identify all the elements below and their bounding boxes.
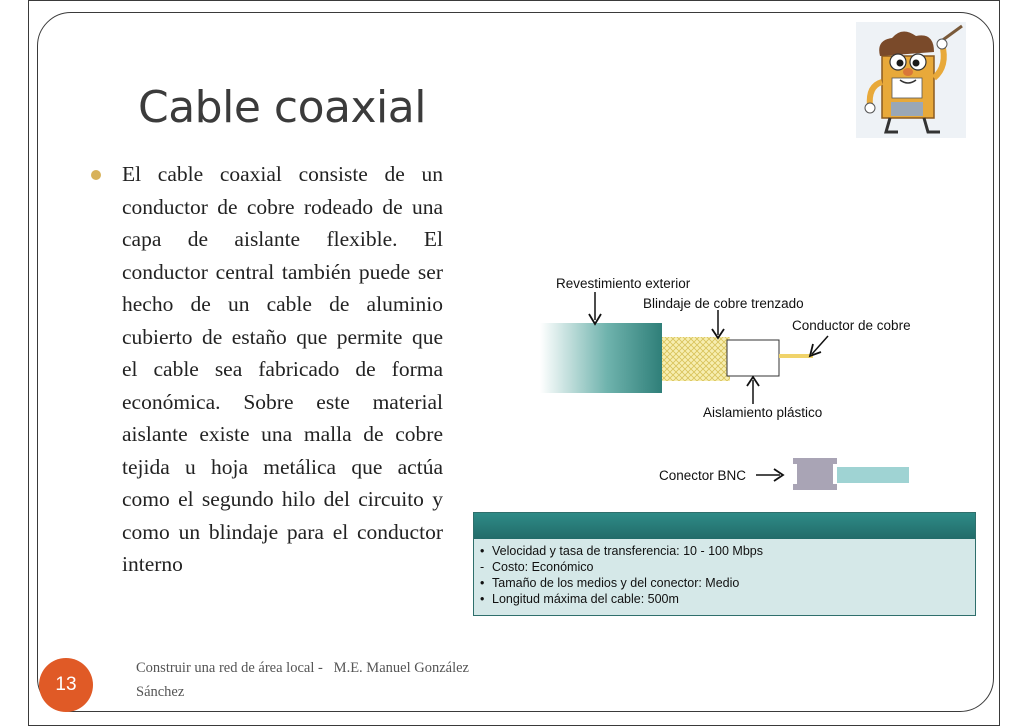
specs-box	[473, 512, 976, 616]
label-copper-conductor: Conductor de cobre	[792, 318, 911, 333]
cable-copper-core	[779, 354, 813, 358]
label-outer-jacket: Revestimiento exterior	[556, 276, 691, 291]
slide-body-text: El cable coaxial consiste de un conductor de cobre rodeado de una capa de aislante flexible. El conductor central también puede ser hecho de un cable de aluminio cubierto de estaño que permite que el cable sea fabricado de forma económica. Sobre este material aislante existe una malla de cobre tejida u hoja metálica que actúa como el segundo hilo del circuito y como un blindaje para el conductor interno	[122, 162, 443, 576]
label-plastic-insulation: Aislamiento plástico	[703, 405, 823, 420]
specs-item-text: Costo: Económico	[492, 560, 594, 574]
bnc-connector-cable	[837, 467, 909, 483]
cable-plastic-insulation	[727, 340, 779, 376]
specs-box-header	[474, 513, 975, 539]
specs-list-item	[480, 591, 763, 607]
cable-braided-shield	[662, 337, 730, 381]
specs-item-text: Tamaño de los medios y del conector: Medio	[492, 576, 740, 590]
arrow-braided-shield	[712, 310, 724, 338]
specs-item-text: Longitud máxima del cable: 500m	[492, 592, 679, 606]
specs-list-item	[480, 559, 763, 575]
slide-number-badge: 13	[39, 658, 93, 712]
list-marker: •	[480, 592, 485, 606]
label-braided-shield: Blindaje de cobre trenzado	[643, 296, 804, 311]
arrow-plastic-insulation	[747, 377, 759, 404]
footer-line: Sánchez	[136, 684, 185, 700]
cable-outer-jacket	[540, 323, 662, 393]
arrow-outer-jacket	[589, 292, 601, 324]
label-bnc-connector: Conector BNC	[659, 468, 747, 483]
slide-footer	[136, 656, 469, 704]
footer-line: Construir una red de área local - M.E. Manuel González	[136, 660, 469, 676]
arrow-bnc-connector	[756, 469, 783, 481]
mascot-illustration	[856, 22, 966, 138]
list-marker: -	[480, 560, 485, 574]
bullet-marker	[91, 170, 101, 180]
list-marker: •	[480, 544, 485, 558]
list-marker: •	[480, 576, 485, 590]
specs-list	[480, 543, 763, 607]
slide-title: Cable coaxial	[138, 82, 426, 133]
specs-item-text: Velocidad y tasa de transferencia: 10 - 100 Mbps	[492, 544, 763, 558]
bnc-connector-body	[793, 458, 837, 490]
arrow-copper-conductor	[810, 336, 828, 356]
specs-list-item	[480, 575, 763, 591]
specs-list-item	[480, 543, 763, 559]
